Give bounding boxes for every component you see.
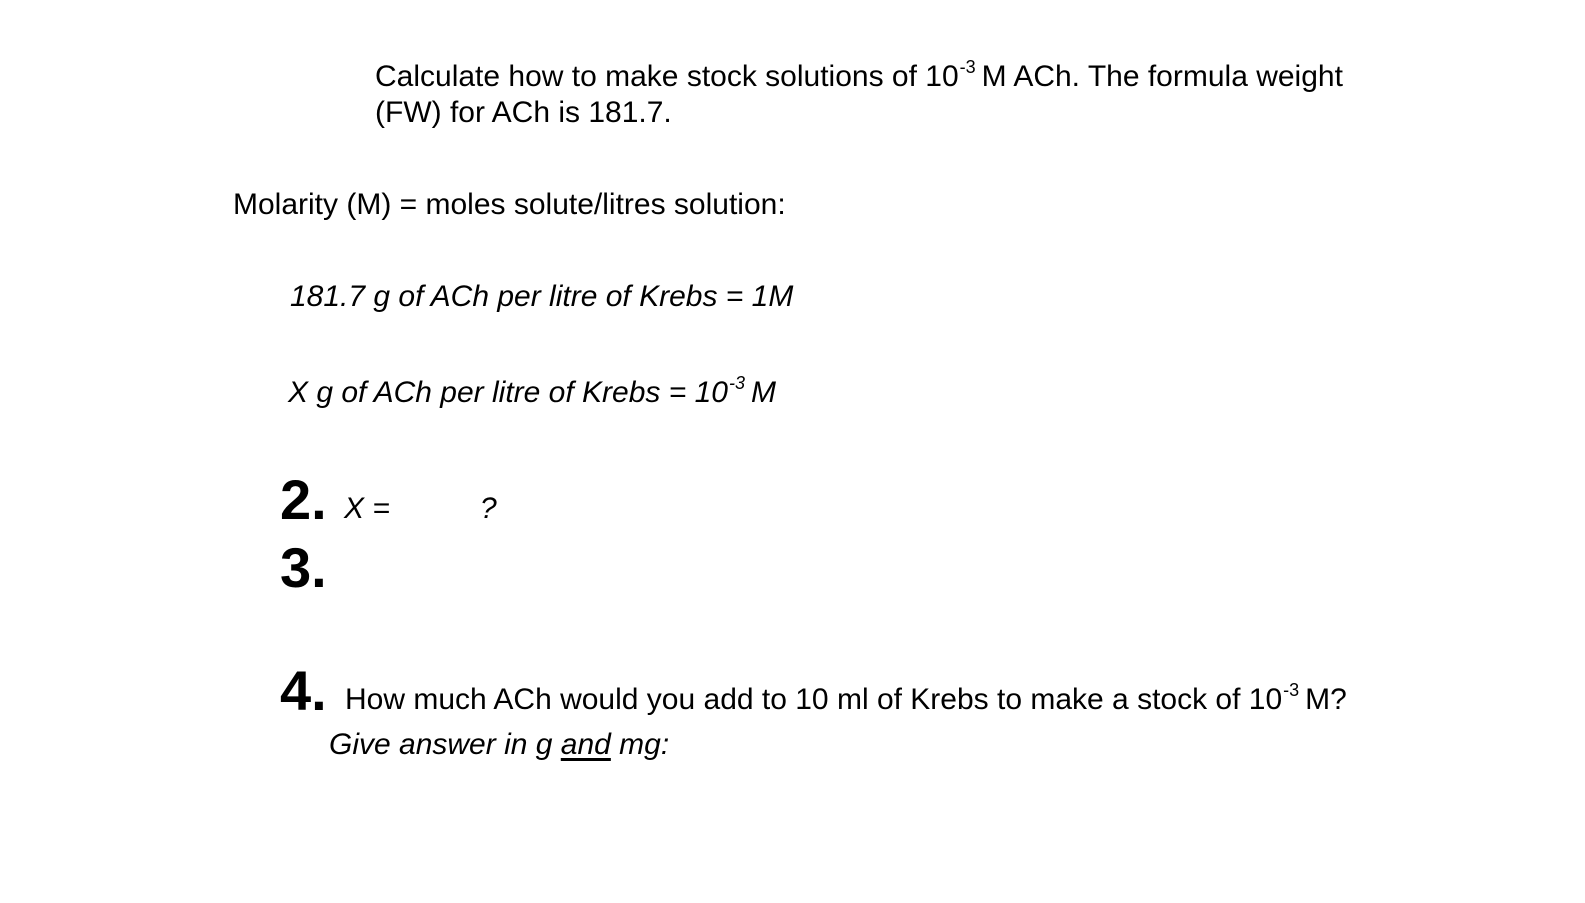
question-4-text [345,682,1347,718]
question-4-instruction [329,727,669,763]
question-4-unit: M? [1305,683,1347,716]
instruction-start: Give answer in g [329,728,561,761]
intro-line-1 [375,59,1343,95]
equation-unknown-text: X g of ACh per litre of Krebs = 10 [288,376,728,409]
question-2-unknown: ? [480,492,497,525]
question-2-number: 2. [280,468,327,531]
equation-unknown [288,375,776,411]
equation-unknown-exponent: -3 [728,373,745,393]
intro-exponent: -3 [959,57,976,77]
molarity-definition: Molarity (M) = moles solute/litres solution: [233,188,786,221]
question-3-number: 3. [280,536,327,599]
question-4-prompt: How much ACh would you add to 10 ml of Krebs to make a stock of 10 [345,683,1283,716]
instruction-end: mg: [610,728,670,761]
equation-unknown-unit: M [750,376,776,409]
intro-line-2: (FW) for ACh is 181.7. [375,96,672,129]
question-2-label: X = [344,492,390,525]
intro-text-continued: M ACh. The formula weight [981,60,1343,93]
intro-text: Calculate how to make stock solutions of 10 [375,60,959,93]
equation-known: 181.7 g of ACh per litre of Krebs = 1M [290,280,794,313]
question-4-number: 4. [280,659,327,722]
instruction-emphasis: and [560,728,611,761]
question-4-exponent: -3 [1283,680,1300,700]
